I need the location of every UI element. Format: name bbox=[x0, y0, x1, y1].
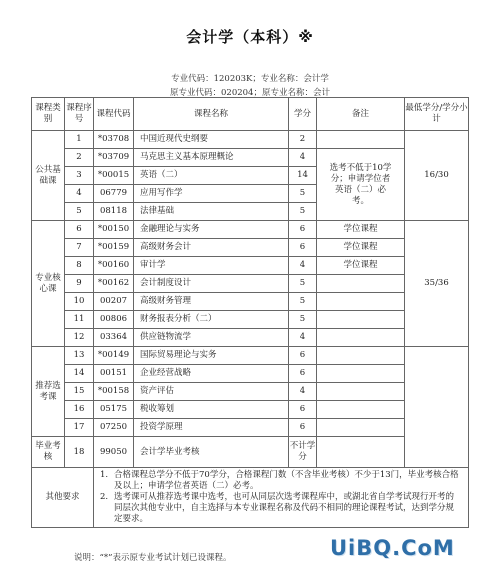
course-seq: 17 bbox=[65, 419, 94, 437]
table-row bbox=[32, 149, 469, 167]
course-code: 00806 bbox=[94, 311, 134, 329]
group-min-credit-elective bbox=[405, 347, 469, 468]
course-seq: 2 bbox=[65, 149, 94, 167]
table-row bbox=[32, 275, 469, 293]
table-row bbox=[32, 419, 469, 437]
course-name: 马克思主义基本原理概论 bbox=[134, 149, 289, 167]
course-name: 税收筹划 bbox=[134, 401, 289, 419]
course-name: 金融理论与实务 bbox=[134, 221, 289, 239]
course-name: 应用写作学 bbox=[134, 185, 289, 203]
header-seq: 课程序号 bbox=[65, 98, 94, 131]
header-note: 备注 bbox=[317, 98, 405, 131]
course-credit: 6 bbox=[289, 221, 317, 239]
other-requirements-label: 其他要求 bbox=[32, 468, 94, 528]
group-label-graduation: 毕业考核 bbox=[32, 437, 65, 468]
table-row bbox=[32, 239, 469, 257]
course-credit: 不计学分 bbox=[289, 437, 317, 468]
curriculum-table bbox=[31, 97, 469, 528]
course-code: 99050 bbox=[94, 437, 134, 468]
group-label-core: 专业核心课 bbox=[32, 221, 65, 347]
course-code: *00162 bbox=[94, 275, 134, 293]
course-code: *03708 bbox=[94, 131, 134, 149]
course-code: 00151 bbox=[94, 365, 134, 383]
course-name: 财务报表分析（二） bbox=[134, 311, 289, 329]
course-code: *00150 bbox=[94, 221, 134, 239]
course-note: 学位课程 bbox=[317, 239, 405, 257]
course-code: *00015 bbox=[94, 167, 134, 185]
course-name: 中国近现代史纲要 bbox=[134, 131, 289, 149]
course-name: 投资学原理 bbox=[134, 419, 289, 437]
course-note bbox=[317, 437, 405, 468]
course-seq: 14 bbox=[65, 365, 94, 383]
requirement-text: 选考课可从推荐选考课中选考，也可从同层次选考课程库中，或湖北省自学考试现行开考的同层次其他专业中，自主选择与本专业课程名称及代码不相同的理论课程考试，达到学分规定要求。 bbox=[114, 492, 455, 524]
table-row bbox=[32, 383, 469, 401]
group-min-credit-core: 35/36 bbox=[405, 221, 469, 347]
course-note bbox=[317, 131, 405, 149]
course-name: 审计学 bbox=[134, 257, 289, 275]
course-code: *00149 bbox=[94, 347, 134, 365]
course-credit: 6 bbox=[289, 401, 317, 419]
course-credit: 6 bbox=[289, 239, 317, 257]
table-row bbox=[32, 437, 469, 468]
course-seq: 5 bbox=[65, 203, 94, 221]
course-credit: 5 bbox=[289, 275, 317, 293]
course-code: 07250 bbox=[94, 419, 134, 437]
course-credit: 5 bbox=[289, 311, 317, 329]
course-code: *00158 bbox=[94, 383, 134, 401]
course-name: 企业经营战略 bbox=[134, 365, 289, 383]
course-note bbox=[317, 365, 405, 383]
course-credit: 4 bbox=[289, 257, 317, 275]
course-note bbox=[317, 401, 405, 419]
course-name: 高级财务管理 bbox=[134, 293, 289, 311]
requirement-number: 1. bbox=[100, 470, 109, 480]
course-name: 高级财务会计 bbox=[134, 239, 289, 257]
course-name: 供应链物流学 bbox=[134, 329, 289, 347]
course-credit: 5 bbox=[289, 293, 317, 311]
header-code: 课程代码 bbox=[94, 98, 134, 131]
course-seq: 1 bbox=[65, 131, 94, 149]
course-credit: 6 bbox=[289, 365, 317, 383]
header-category: 课程类别 bbox=[32, 98, 65, 131]
requirement-text: 合格课程总学分不低于70学分，合格课程门数（不含毕业考核）不少于13门，毕业考核合格及以上；申请学位者英语（二）必考。 bbox=[114, 470, 459, 491]
header-credit: 学分 bbox=[289, 98, 317, 131]
course-code: *00160 bbox=[94, 257, 134, 275]
course-seq: 16 bbox=[65, 401, 94, 419]
course-credit: 6 bbox=[289, 419, 317, 437]
course-seq: 15 bbox=[65, 383, 94, 401]
group-note-public: 选考不低于10学分；申请学位者英语（二）必考。 bbox=[317, 149, 405, 221]
course-name: 资产评估 bbox=[134, 383, 289, 401]
course-seq: 7 bbox=[65, 239, 94, 257]
requirement-item bbox=[100, 470, 462, 492]
footnote: 说明：“*”表示原专业考试计划已设课程。 bbox=[74, 553, 232, 563]
header-min-credit: 最低学分/学分小计 bbox=[405, 98, 469, 131]
course-name: 英语（二） bbox=[134, 167, 289, 185]
course-code: 05175 bbox=[94, 401, 134, 419]
course-name: 会计制度设计 bbox=[134, 275, 289, 293]
table-row bbox=[32, 401, 469, 419]
course-code: 08118 bbox=[94, 203, 134, 221]
course-credit: 5 bbox=[289, 185, 317, 203]
course-credit: 4 bbox=[289, 383, 317, 401]
course-seq: 13 bbox=[65, 347, 94, 365]
course-name: 国际贸易理论与实务 bbox=[134, 347, 289, 365]
table-row bbox=[32, 365, 469, 383]
table-header-row bbox=[32, 98, 469, 131]
course-code: *00159 bbox=[94, 239, 134, 257]
course-seq: 12 bbox=[65, 329, 94, 347]
table-row bbox=[32, 329, 469, 347]
old-major-code-line: 原专业代码：020204；原专业名称：会计 bbox=[170, 88, 330, 98]
requirement-number: 2. bbox=[100, 492, 109, 502]
course-note bbox=[317, 311, 405, 329]
course-seq: 6 bbox=[65, 221, 94, 239]
course-seq: 18 bbox=[65, 437, 94, 468]
course-note bbox=[317, 347, 405, 365]
page-title: 会计学（本科）※ bbox=[186, 28, 314, 46]
course-note: 学位课程 bbox=[317, 257, 405, 275]
course-credit: 4 bbox=[289, 149, 317, 167]
course-note bbox=[317, 329, 405, 347]
major-code-line: 专业代码：120203K；专业名称：会计学 bbox=[171, 74, 329, 84]
watermark-logo: UiBQ.CoM bbox=[330, 536, 455, 560]
course-credit: 6 bbox=[289, 347, 317, 365]
course-seq: 3 bbox=[65, 167, 94, 185]
other-requirements-content bbox=[94, 468, 469, 528]
course-name: 会计学毕业考核 bbox=[134, 437, 289, 468]
group-min-credit-public: 16/30 bbox=[405, 131, 469, 221]
course-note bbox=[317, 275, 405, 293]
course-note bbox=[317, 419, 405, 437]
course-seq: 8 bbox=[65, 257, 94, 275]
header-name: 课程名称 bbox=[134, 98, 289, 131]
course-credit: 14 bbox=[289, 167, 317, 185]
course-seq: 9 bbox=[65, 275, 94, 293]
table-row bbox=[32, 131, 469, 149]
table-row bbox=[32, 311, 469, 329]
course-code: 00207 bbox=[94, 293, 134, 311]
table-row bbox=[32, 347, 469, 365]
course-credit: 5 bbox=[289, 203, 317, 221]
other-requirements-row bbox=[32, 468, 469, 528]
course-code: 06779 bbox=[94, 185, 134, 203]
group-label-public: 公共基础课 bbox=[32, 131, 65, 221]
course-seq: 4 bbox=[65, 185, 94, 203]
course-note bbox=[317, 383, 405, 401]
course-credit: 4 bbox=[289, 329, 317, 347]
course-seq: 10 bbox=[65, 293, 94, 311]
course-note bbox=[317, 293, 405, 311]
course-credit: 2 bbox=[289, 131, 317, 149]
table-row bbox=[32, 257, 469, 275]
course-note: 学位课程 bbox=[317, 221, 405, 239]
table-row bbox=[32, 221, 469, 239]
requirement-item bbox=[100, 492, 462, 525]
table-row bbox=[32, 293, 469, 311]
course-name: 法律基础 bbox=[134, 203, 289, 221]
course-code: *03709 bbox=[94, 149, 134, 167]
course-code: 03364 bbox=[94, 329, 134, 347]
course-seq: 11 bbox=[65, 311, 94, 329]
group-label-elective: 推荐选考课 bbox=[32, 347, 65, 437]
